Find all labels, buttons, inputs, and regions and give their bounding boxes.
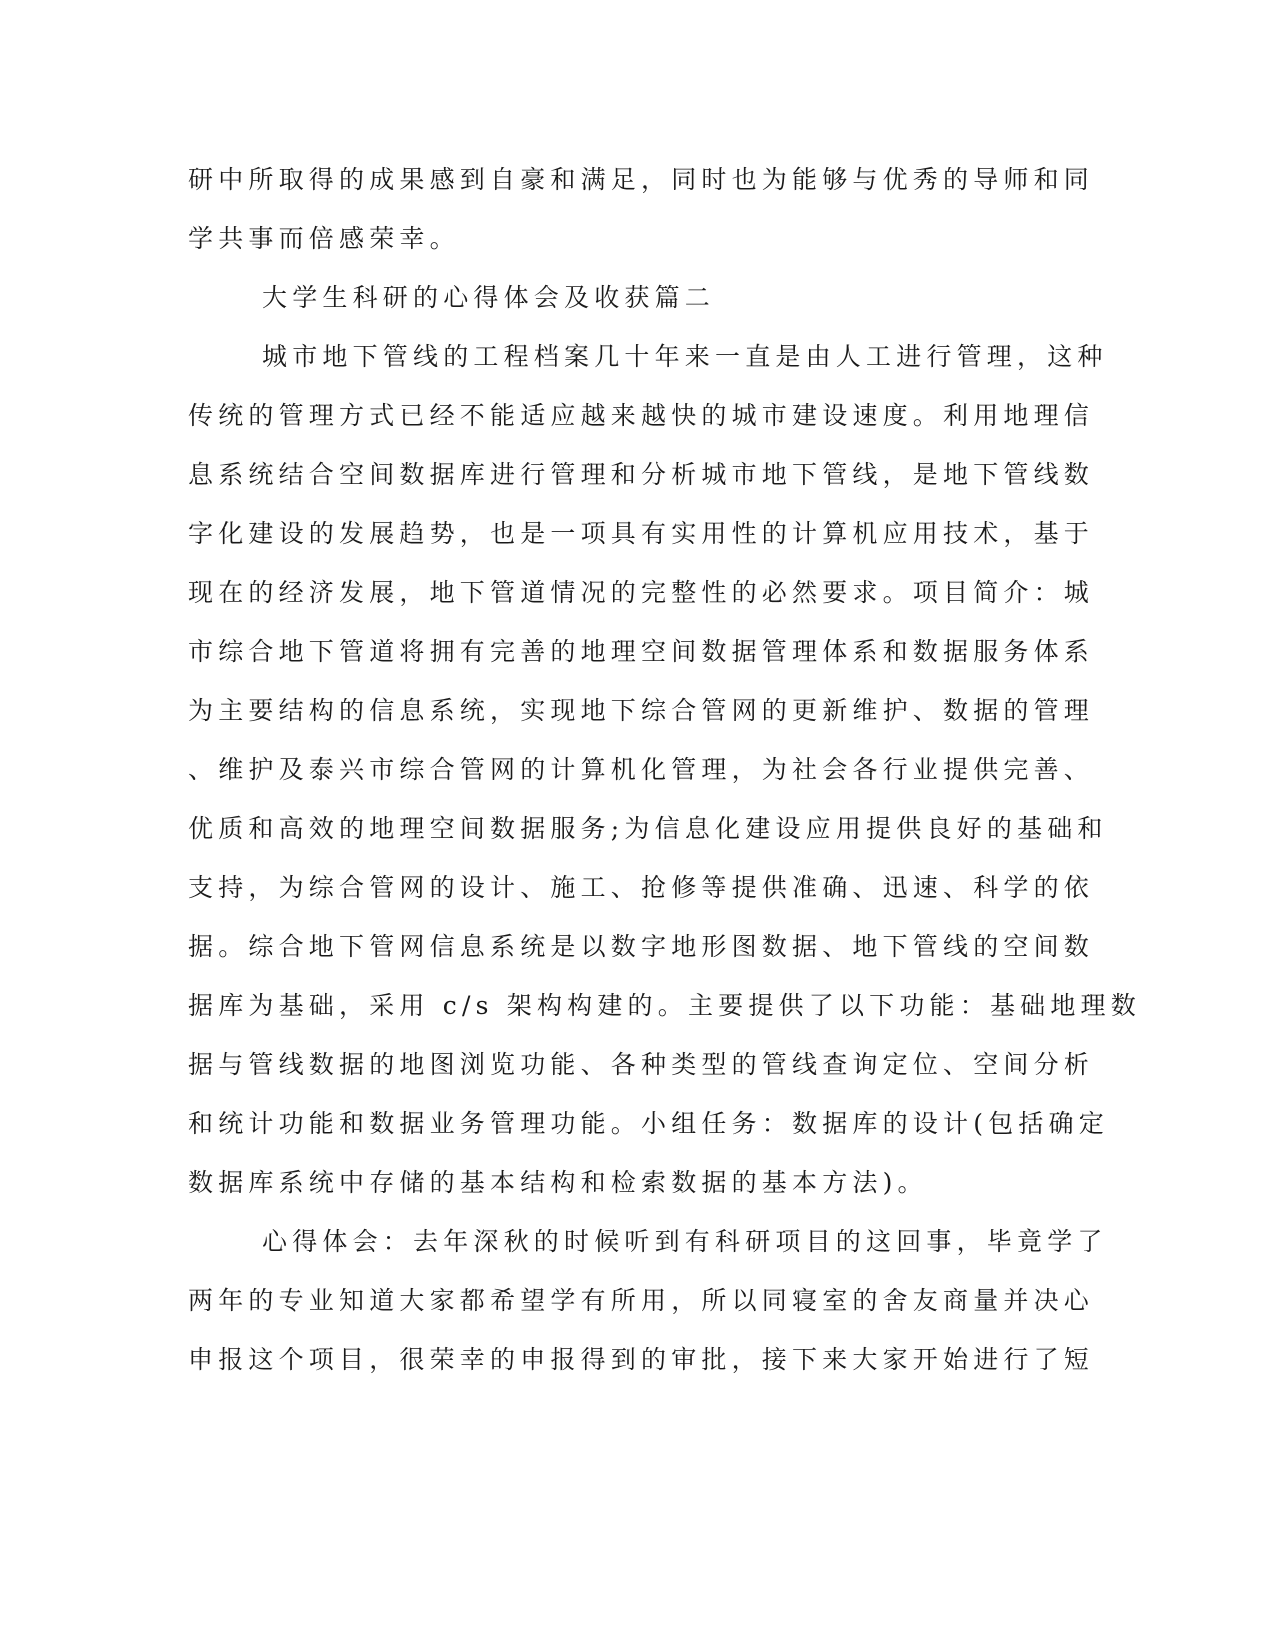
- paragraph-line: 两年的专业知道大家都希望学有所用，所以同寝室的舍友商量并决心: [188, 1286, 1095, 1315]
- section-heading: 大学生科研的心得体会及收获篇二: [262, 283, 716, 312]
- paragraph-line: 传统的管理方式已经不能适应越来越快的城市建设速度。利用地理信: [188, 401, 1095, 430]
- paragraph-line: 城市地下管线的工程档案几十年来一直是由人工进行管理，这种: [262, 342, 1108, 371]
- paragraph-line: 、维护及泰兴市综合管网的计算机化管理，为社会各行业提供完善、: [188, 755, 1095, 784]
- paragraph-line: 据。综合地下管网信息系统是以数字地形图数据、地下管线的空间数: [188, 932, 1095, 961]
- paragraph-line: 字化建设的发展趋势，也是一项具有实用性的计算机应用技术，基于: [188, 519, 1095, 548]
- paragraph-line: 据库为基础，采用 c/s 架构构建的。主要提供了以下功能：基础地理数: [188, 991, 1141, 1020]
- paragraph-line: 研中所取得的成果感到自豪和满足，同时也为能够与优秀的导师和同: [188, 165, 1095, 194]
- paragraph-line: 心得体会：去年深秋的时候听到有科研项目的这回事，毕竟学了: [262, 1227, 1108, 1256]
- paragraph-line: 和统计功能和数据业务管理功能。小组任务：数据库的设计(包括确定: [188, 1109, 1109, 1138]
- paragraph-line: 市综合地下管道将拥有完善的地理空间数据管理体系和数据服务体系: [188, 637, 1095, 666]
- paragraph-line: 息系统结合空间数据库进行管理和分析城市地下管线，是地下管线数: [188, 460, 1095, 489]
- paragraph-line: 数据库系统中存储的基本结构和检索数据的基本方法)。: [188, 1168, 928, 1197]
- paragraph-line: 支持，为综合管网的设计、施工、抢修等提供准确、迅速、科学的依: [188, 873, 1095, 902]
- paragraph-line: 优质和高效的地理空间数据服务;为信息化建设应用提供良好的基础和: [188, 814, 1108, 843]
- paragraph-line: 为主要结构的信息系统，实现地下综合管网的更新维护、数据的管理: [188, 696, 1095, 725]
- paragraph-line: 据与管线数据的地图浏览功能、各种类型的管线查询定位、空间分析: [188, 1050, 1095, 1079]
- paragraph-line: 学共事而倍感荣幸。: [188, 224, 460, 253]
- paragraph-line: 申报这个项目，很荣幸的申报得到的审批，接下来大家开始进行了短: [188, 1345, 1095, 1374]
- paragraph-line: 现在的经济发展，地下管道情况的完整性的必然要求。项目简介：城: [188, 578, 1095, 607]
